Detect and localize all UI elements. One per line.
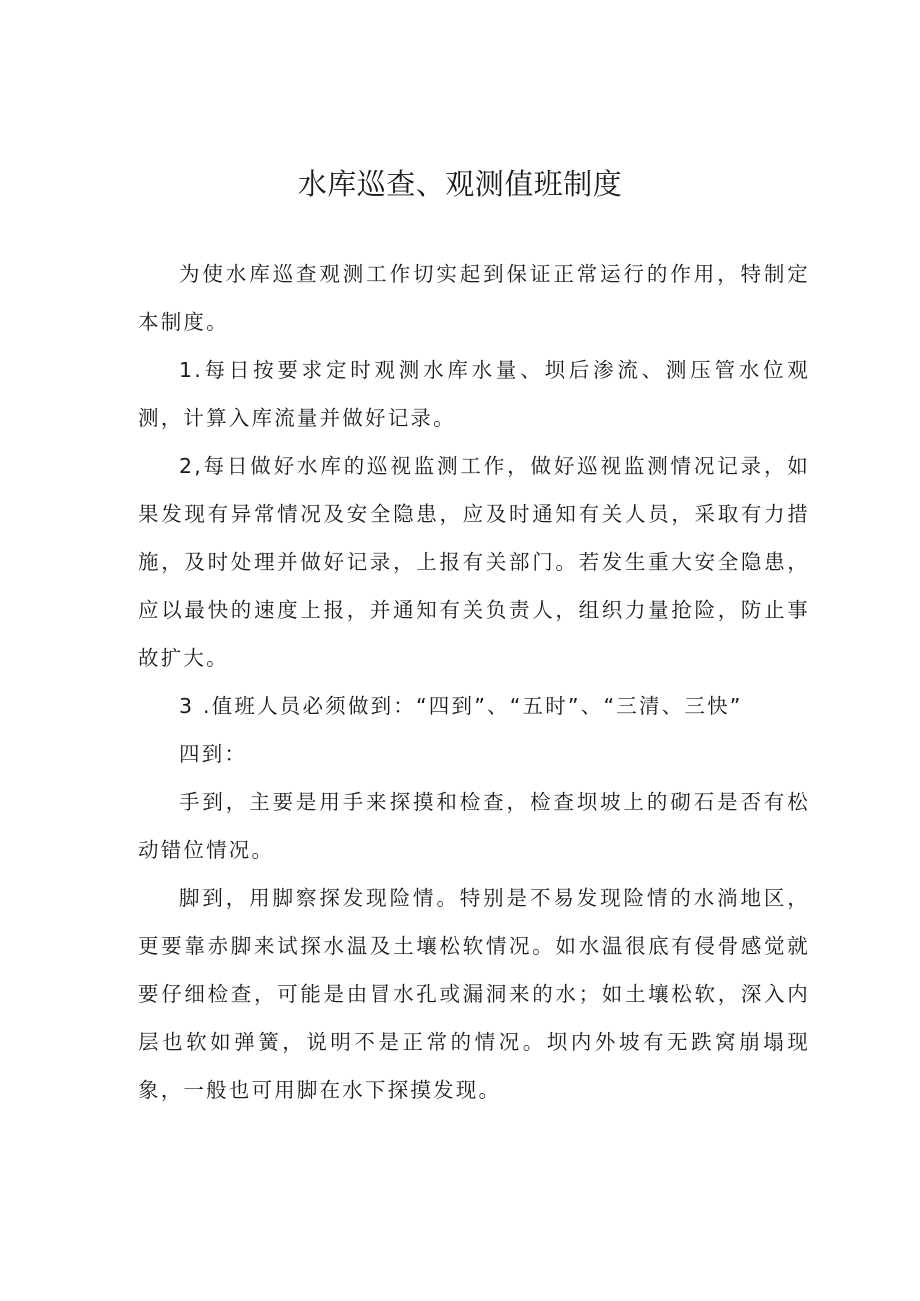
document-title: 水库巡查、观测值班制度 — [297, 167, 623, 201]
rule-1-paragraph: 1.每日按要求定时观测水库水量、坝后渗流、测压管水位观测，计算入库流量并做好记录。 — [138, 358, 810, 430]
document-body — [138, 250, 810, 1114]
intro-paragraph: 为使水库巡查观测工作切实起到保证正常运行的作用，特制定本制度。 — [138, 262, 810, 334]
rule-2-paragraph: 2,每日做好水库的巡视监测工作，做好巡视监测情况记录，如果发现有异常情况及安全隐患，应及时通知有关人员，采取有力措施，及时处理并做好记录，上报有关部门。若发生重大安全隐患，应以最快的速度上报，并通知有关负责人，组织力量抢险，防止事故扩大。 — [138, 454, 810, 670]
hand-paragraph: 手到，主要是用手来探摸和检查，检查坝坡上的砌石是否有松动错位情况。 — [138, 790, 810, 862]
four-arrivals-heading: 四到： — [179, 742, 248, 766]
rule-3-paragraph: 3 .值班人员必须做到：“四到”、“五时”、“三清、三快” — [179, 694, 743, 718]
foot-paragraph: 脚到，用脚察探发现险情。特别是不易发现险情的水淌地区，更要靠赤脚来试探水温及土壤松软情况。如水温很底有侵骨感觉就要仔细检查，可能是由冒水孔或漏洞来的水；如土壤松软，深入内层也软如弹簧，说明不是正常的情况。坝内外坡有无跌窝崩塌现象，一般也可用脚在水下探摸发现。 — [138, 886, 810, 1102]
